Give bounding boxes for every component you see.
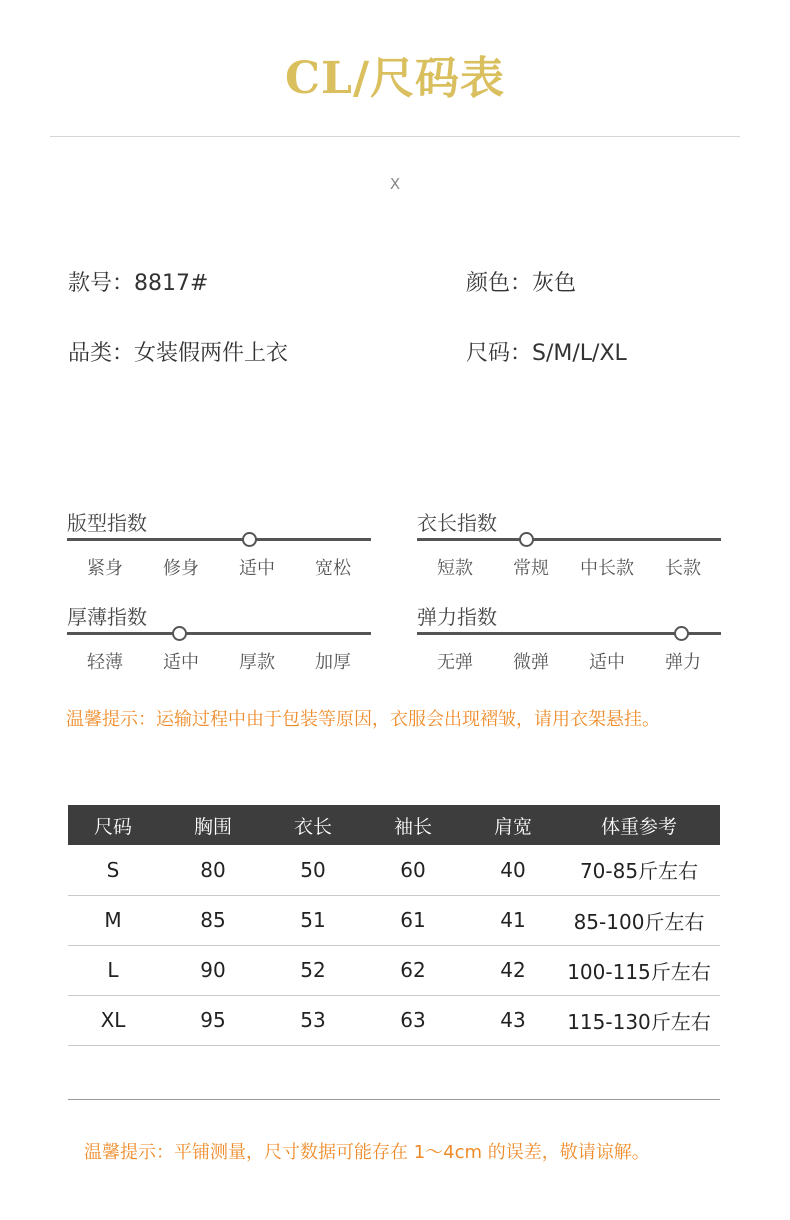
length-option: 长款: [665, 558, 701, 579]
header-length: 衣长: [268, 805, 358, 845]
length-option: 中长款: [580, 558, 634, 579]
cell-shoulder: 43: [468, 995, 558, 1045]
thickness-index-track: [67, 632, 371, 635]
size-range-info: 尺码：S/M/L/XL: [466, 341, 627, 366]
cell-size: XL: [68, 995, 158, 1045]
elasticity-option: 弹力: [665, 652, 701, 673]
length-option: 短款: [437, 558, 473, 579]
length-index-title: 衣长指数: [417, 511, 497, 535]
cell-sleeve: 63: [358, 995, 468, 1045]
cell-size: M: [68, 895, 158, 945]
elasticity-index-marker: [674, 626, 689, 641]
cell-sleeve: 62: [358, 945, 468, 995]
close-icon: X: [389, 175, 401, 193]
cell-bust: 80: [158, 845, 268, 895]
cell-weight: 70-85斤左右: [558, 845, 720, 895]
elasticity-index: [417, 601, 721, 681]
shipping-tip: 温馨提示：运输过程中由于包装等原因，衣服会出现褶皱，请用衣架悬挂。: [66, 709, 660, 730]
cell-length: 51: [268, 895, 358, 945]
color-info: 颜色：灰色: [466, 271, 577, 296]
header-size: 尺码: [68, 805, 158, 845]
length-option: 常规: [513, 558, 549, 579]
category-info: 品类：女装假两件上衣: [68, 341, 289, 366]
fit-option: 修身: [163, 558, 199, 579]
bottom-divider: [68, 1099, 720, 1100]
length-index-marker: [519, 532, 534, 547]
table-header-row: [68, 805, 720, 845]
cell-weight: 115-130斤左右: [558, 995, 720, 1045]
cell-shoulder: 42: [468, 945, 558, 995]
measurement-tip: 温馨提示：平铺测量，尺寸数据可能存在 1～4cm 的误差，敬请谅解。: [84, 1142, 650, 1163]
fit-index-title: 版型指数: [67, 511, 147, 535]
thickness-option: 轻薄: [87, 652, 123, 673]
fit-index-marker: [242, 532, 257, 547]
style-number: 款号：8817#: [68, 271, 209, 296]
cell-bust: 95: [158, 995, 268, 1045]
cell-shoulder: 40: [468, 845, 558, 895]
thickness-option: 加厚: [315, 652, 351, 673]
elasticity-option: 适中: [589, 652, 625, 673]
cell-weight: 85-100斤左右: [558, 895, 720, 945]
elasticity-index-title: 弹力指数: [417, 605, 497, 629]
fit-index: [67, 507, 371, 587]
header-weight: 体重参考: [558, 805, 720, 845]
thickness-option: 适中: [163, 652, 199, 673]
page-title: CL/尺码表: [284, 53, 506, 104]
table-row: [68, 845, 720, 895]
fit-option: 紧身: [87, 558, 123, 579]
table-row: [68, 995, 720, 1045]
cell-bust: 85: [158, 895, 268, 945]
fit-option: 适中: [239, 558, 275, 579]
fit-index-track: [67, 538, 371, 541]
title-divider: [50, 136, 740, 137]
cell-bust: 90: [158, 945, 268, 995]
thickness-index-marker: [172, 626, 187, 641]
cell-length: 50: [268, 845, 358, 895]
cell-sleeve: 61: [358, 895, 468, 945]
header-shoulder: 肩宽: [468, 805, 558, 845]
header-sleeve: 袖长: [358, 805, 468, 845]
cell-length: 52: [268, 945, 358, 995]
length-index: [417, 507, 721, 587]
thickness-option: 厚款: [239, 652, 275, 673]
cell-size: L: [68, 945, 158, 995]
fit-option: 宽松: [315, 558, 351, 579]
size-table: [68, 805, 720, 1046]
thickness-index-title: 厚薄指数: [67, 605, 147, 629]
thickness-index: [67, 601, 371, 681]
cell-shoulder: 41: [468, 895, 558, 945]
table-row: [68, 945, 720, 995]
length-index-track: [417, 538, 721, 541]
elasticity-option: 微弹: [513, 652, 549, 673]
elasticity-option: 无弹: [437, 652, 473, 673]
cell-weight: 100-115斤左右: [558, 945, 720, 995]
table-row: [68, 895, 720, 945]
cell-sleeve: 60: [358, 845, 468, 895]
header-bust: 胸围: [158, 805, 268, 845]
cell-size: S: [68, 845, 158, 895]
cell-length: 53: [268, 995, 358, 1045]
